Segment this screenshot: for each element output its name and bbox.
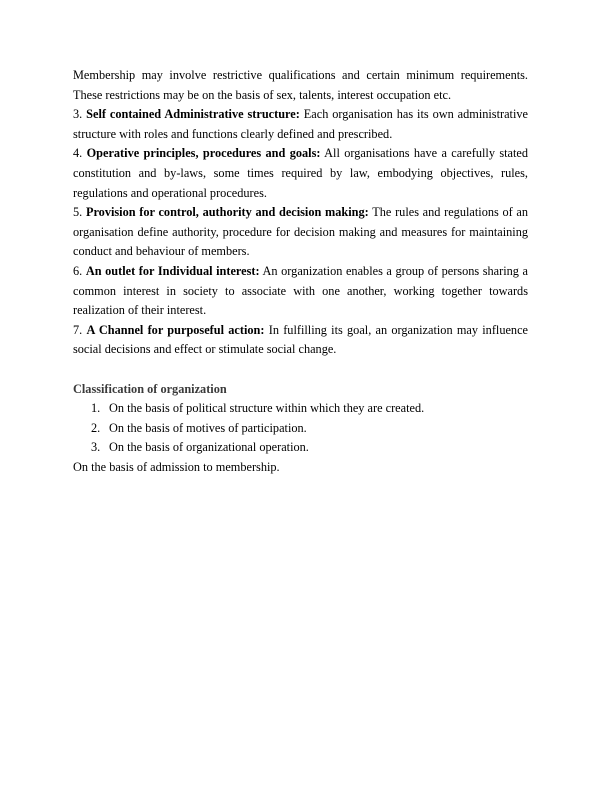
classification-list [73,399,528,458]
intro-paragraph: Membership may involve restrictive qualifications and certain minimum requirements. These restrictions may be on the basis of sex, talents, interest occupation etc. [73,68,528,102]
characteristic-item-7 [73,321,528,360]
characteristic-item-6 [73,262,528,321]
item-title: Operative principles, procedures and goals: [86,146,321,161]
item-text: The rules and regulations of an organisation define authority, procedure for decision making and measures for maintaining conduct and behaviour of members. [73,205,529,259]
list-number: 2. [91,420,101,435]
item-title: Self contained Administrative structure: [86,107,300,122]
item-title: Provision for control, authority and decision making: [85,205,369,220]
characteristic-item-3 [73,105,528,144]
paragraph-spacer [73,360,528,380]
item-text: In fulfilling its goal, an organization may influence social decisions and effect or stimulate social change. [73,322,528,357]
list-number: 1. [91,401,101,416]
item-text: All organisations have a carefully stated constitution and by-laws, some times required by law, embodying objectives, rules, regulations and operational procedures. [73,146,529,200]
item-text: An organization enables a group of persons sharing a common interest in society to associate with one another, working together towards realization of their interest. [73,263,528,318]
list-item [91,419,528,439]
list-text: On the basis of organizational operation. [109,440,309,455]
item-title: An outlet for Individual interest: [85,263,260,278]
item-text: Each organisation has its own administrative structure with roles and functions clearly defined and prescribed. [73,107,529,141]
item-number: 7. [73,322,83,337]
list-number: 3. [91,440,101,455]
classification-heading: Classification of organization [73,381,227,396]
item-number: 4. [73,146,83,161]
trailing-line: On the basis of admission to membership. [73,459,280,474]
list-item [91,438,528,458]
characteristic-item-5 [73,203,528,262]
item-number: 3. [73,107,83,122]
list-text: On the basis of political structure within which they are created. [109,401,425,416]
item-title: A Channel for purposeful action: [86,322,265,337]
item-number: 6. [73,263,83,278]
list-item [91,399,528,419]
characteristic-item-4 [73,144,528,203]
item-number: 5. [73,205,83,220]
list-text: On the basis of motives of participation. [109,420,307,435]
document-body [73,66,528,477]
